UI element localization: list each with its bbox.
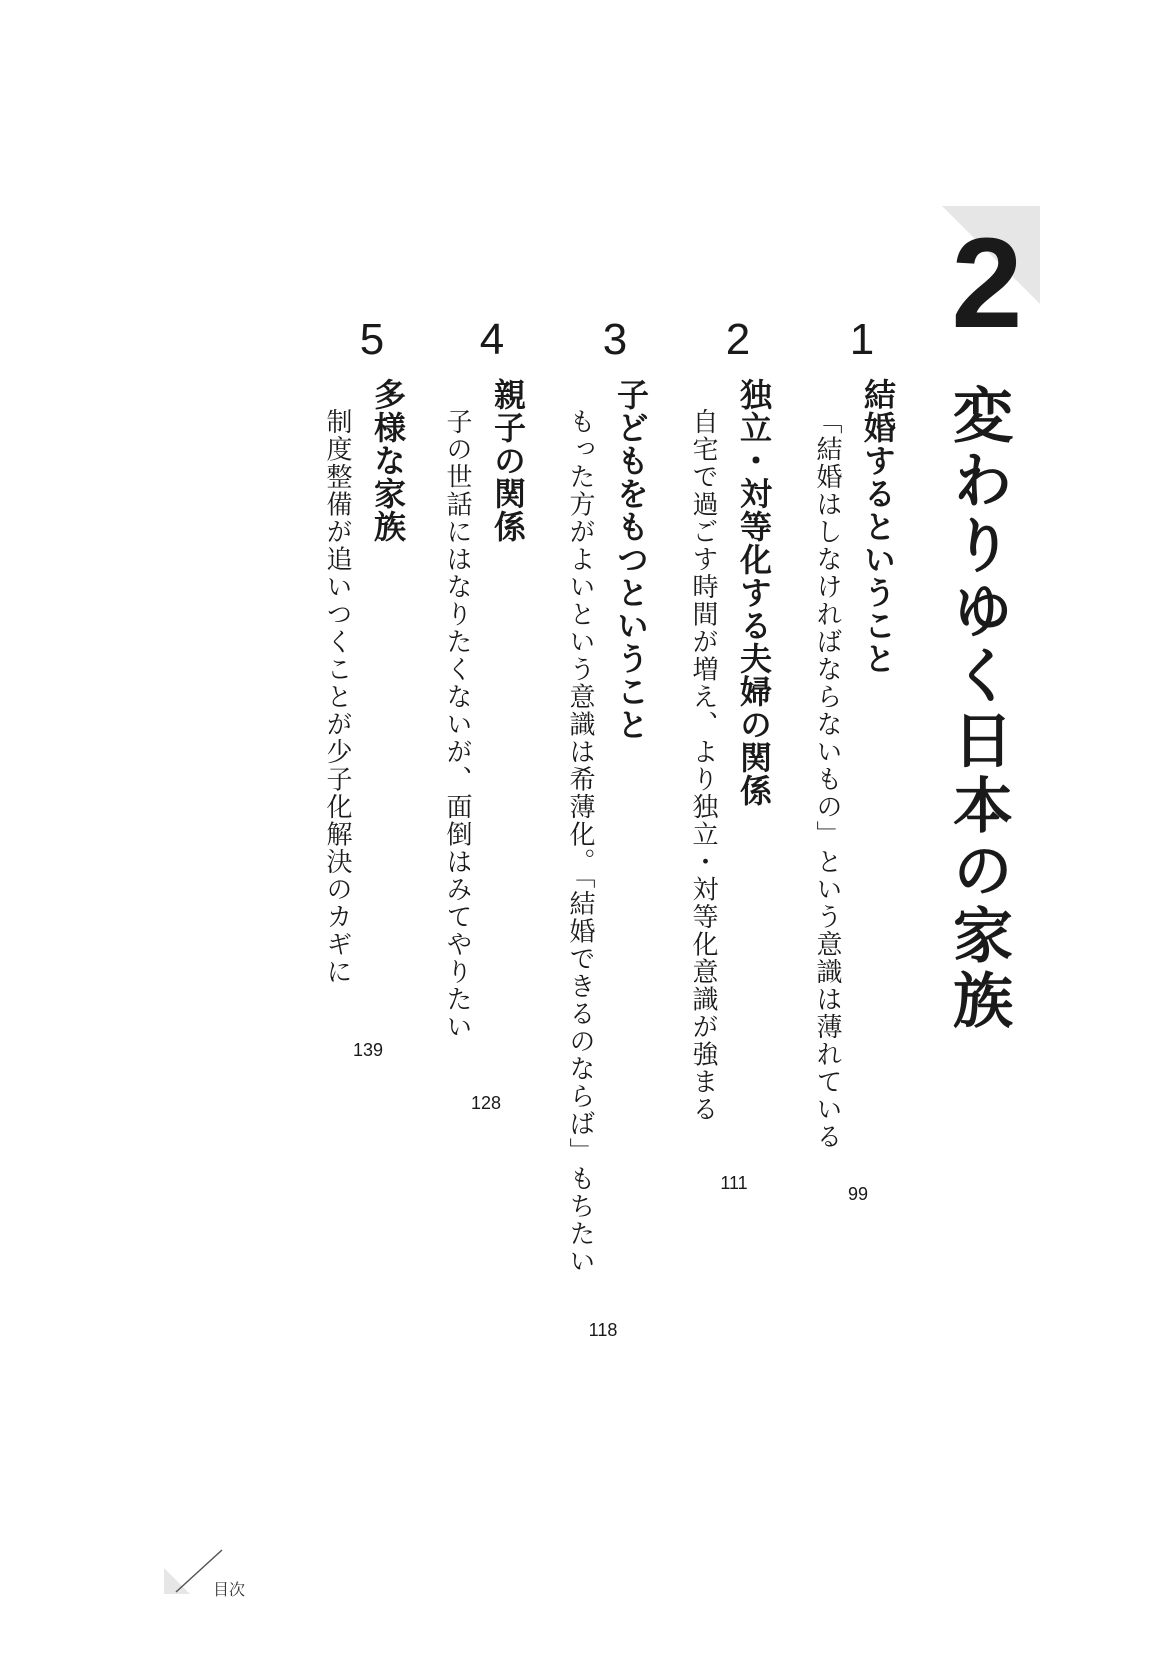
section-subtitle: 「結婚はしなければならないもの」という意識は薄れている	[812, 408, 842, 1151]
section-page-number: 99	[847, 1184, 869, 1204]
section-title: 結婚するということ	[859, 378, 897, 675]
toc-section-3[interactable]	[565, 315, 665, 1378]
section-page-number: 111	[720, 1173, 748, 1193]
section-page-number: 139	[352, 1040, 384, 1060]
toc-section-4[interactable]	[442, 315, 542, 1378]
section-number: 1	[849, 315, 875, 364]
section-title: 多様な家族	[369, 378, 407, 543]
section-page-number: 128	[470, 1093, 502, 1113]
chapter-title: 変わりゆく日本の家族	[943, 384, 1013, 1034]
section-number: 4	[479, 315, 505, 364]
section-subtitle: 制度整備が追いつくことが少子化解決のカギに	[322, 408, 352, 986]
section-number: 2	[725, 315, 751, 364]
section-subtitle: 子の世話にはなりたくないが、面倒はみてやりたい	[442, 408, 472, 1041]
section-title: 子どもをもつということ	[612, 378, 650, 741]
section-subtitle: もった方がよいという意識は希薄化。「結婚できるのならば」もちたい	[565, 408, 595, 1275]
section-subtitle: 自宅で過ごす時間が増え、より独立・対等化意識が強まる	[688, 408, 718, 1123]
toc-section-2[interactable]	[688, 315, 788, 1378]
section-number: 3	[602, 315, 628, 364]
chapter-number: 2	[951, 212, 1019, 355]
section-title: 親子の関係	[489, 378, 527, 543]
toc-section-5[interactable]	[322, 315, 422, 1378]
section-title: 独立・対等化する夫婦の関係	[735, 378, 773, 807]
section-page-number: 118	[588, 1320, 618, 1340]
footer-label: 目次	[213, 1580, 246, 1599]
section-number: 5	[359, 315, 385, 364]
toc-section-1[interactable]	[812, 315, 912, 1378]
